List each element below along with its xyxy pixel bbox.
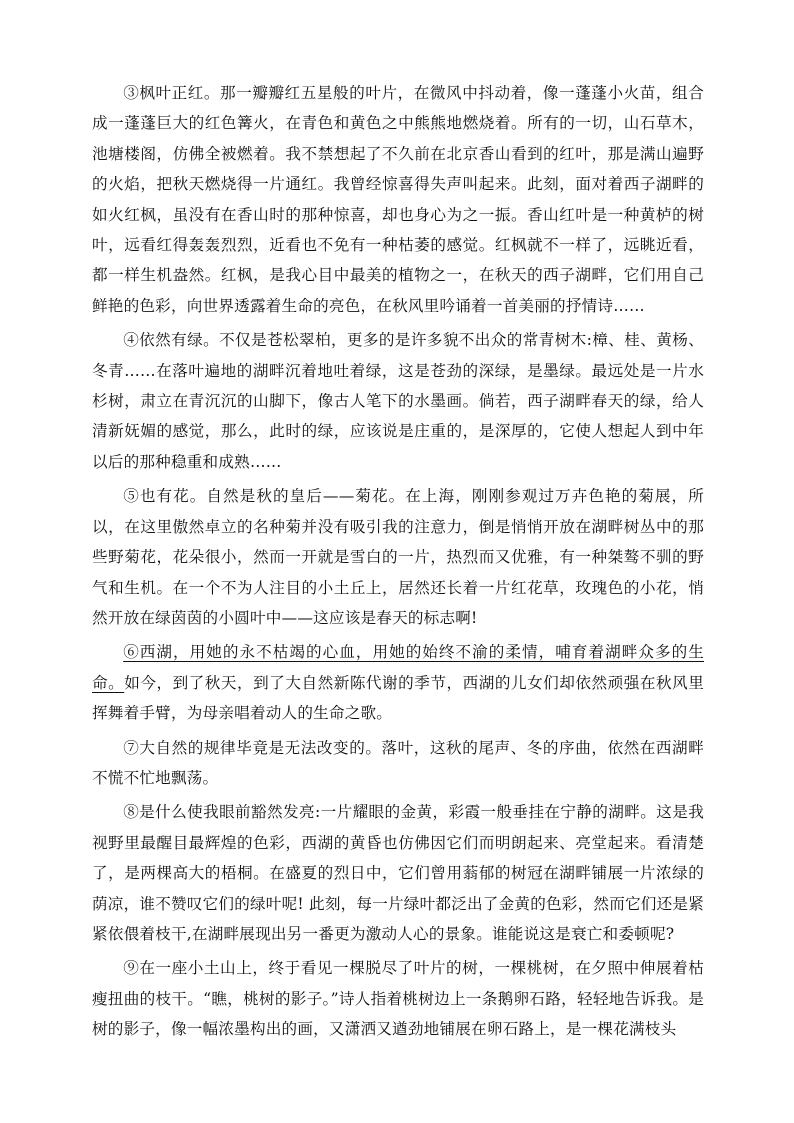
- paragraph-6-text: 如今，到了秋天，到了大自然新陈代谢的季节，西湖的儿女们却依然顽强在秋风里挥舞着手臂，为母亲唱着动人的生命之歌。: [92, 673, 704, 723]
- paragraph-9: [92, 953, 704, 1044]
- paragraph-4: [92, 325, 704, 477]
- paragraph-7: [92, 733, 704, 794]
- article-body: [92, 78, 704, 1049]
- paragraph-4-text: ④依然有绿。不仅是苍松翠柏，更多的是许多貌不出众的常青树木:樟、桂、黄杨、冬青……在落叶遍地的湖畔沉着地吐着绿，这是苍劲的深绿，是墨绿。最远处是一片水杉树，肃立在青沉沉的山脚下，像古人笔下的水墨画。倘若，西子湖畔春天的绿，给人清新妩媚的感觉，那么，此时的绿，应该说是庄重的，是深厚的，它使人想起人到中年以后的那种稳重和成熟……: [92, 331, 704, 471]
- paragraph-9-text: ⑨在一座小土山上，终于看见一棵脱尽了叶片的树，一棵桃树，在夕照中伸展着枯瘦扭曲的枝干。“瞧，桃树的影子。”诗人指着桃树边上一条鹅卵石路，轻轻地告诉我。是树的影子，像一幅浓墨构出的画，又潇洒又遒劲地铺展在卵石路上，是一棵花满枝头: [92, 959, 704, 1039]
- paragraph-7-text: ⑦大自然的规律毕竟是无法改变的。落叶，这秋的尾声、冬的序曲，依然在西湖畔不慌不忙地飘荡。: [92, 738, 704, 787]
- paragraph-5-text: ⑤也有花。自然是秋的皇后——菊花。在上海，刚刚参观过万卉色艳的菊展，所以，在这里傲然卓立的名种菊并没有吸引我的注意力，倒是悄悄开放在湖畔树丛中的那些野菊花，花朵很小，然而一开就是雪白的一片，热烈而又优雅，有一种桀骜不驯的野气和生机。在一个不为人注目的小土丘上，居然还长着一片红花草，玫瑰色的小花，悄然开放在绿茵茵的小圆叶中——这应该是春天的标志啊!: [92, 487, 704, 627]
- paragraph-3: [92, 78, 704, 321]
- paragraph-8-text: ⑧是什么使我眼前豁然发亮:一片耀眼的金黄，彩霞一般垂挂在宁静的湖畔。这是我视野里最醒目最辉煌的色彩，西湖的黄昏也仿佛因它们而明朗起来、亮堂起来。看清楚了，是两棵高大的梧桐。在盛夏的烈日中，它们曾用蓊郁的树冠在湖畔铺展一片浓绿的荫凉，谁不赞叹它们的绿叶呢! 此刻，每一片绿叶都泛出了金黄的色彩，然而它们还是紧紧依偎着枝干,在湖畔展现出另一番更为激动人心的景象。谁能说这是衰亡和委顿呢?: [92, 803, 704, 943]
- paragraph-6: [92, 637, 704, 728]
- paragraph-5: [92, 481, 704, 633]
- paragraph-6-underlined-sentence: ⑥西湖，用她的永不枯竭的心血，用她的始终不渝的柔情，哺育着湖畔众多的生命。: [92, 643, 704, 692]
- paragraph-3-text: ③枫叶正红。那一瓣瓣红五星般的叶片，在微风中抖动着，像一蓬蓬小火苗，组合成一蓬蓬巨大的红色篝火，在青色和黄色之中熊熊地燃烧着。所有的一切，山石草木，池塘楼阁，仿佛全被燃着。我不禁想起了不久前在北京香山看到的红叶，那是满山遍野的火焰，把秋天燃烧得一片通红。我曾经惊喜得失声叫起来。此刻，面对着西子湖畔的如火红枫，虽没有在香山时的那种惊喜，却也身心为之一振。香山红叶是一种黄栌的树叶，远看红得轰轰烈烈，近看也不免有一种枯萎的感觉。红枫就不一样了，远眺近看，都一样生机盎然。红枫，是我心目中最美的植物之一，在秋天的西子湖畔，它们用自己鲜艳的色彩，向世界透露着生命的亮色，在秋风里吟诵着一首美丽的抒情诗……: [92, 84, 704, 315]
- paragraph-8: [92, 797, 704, 949]
